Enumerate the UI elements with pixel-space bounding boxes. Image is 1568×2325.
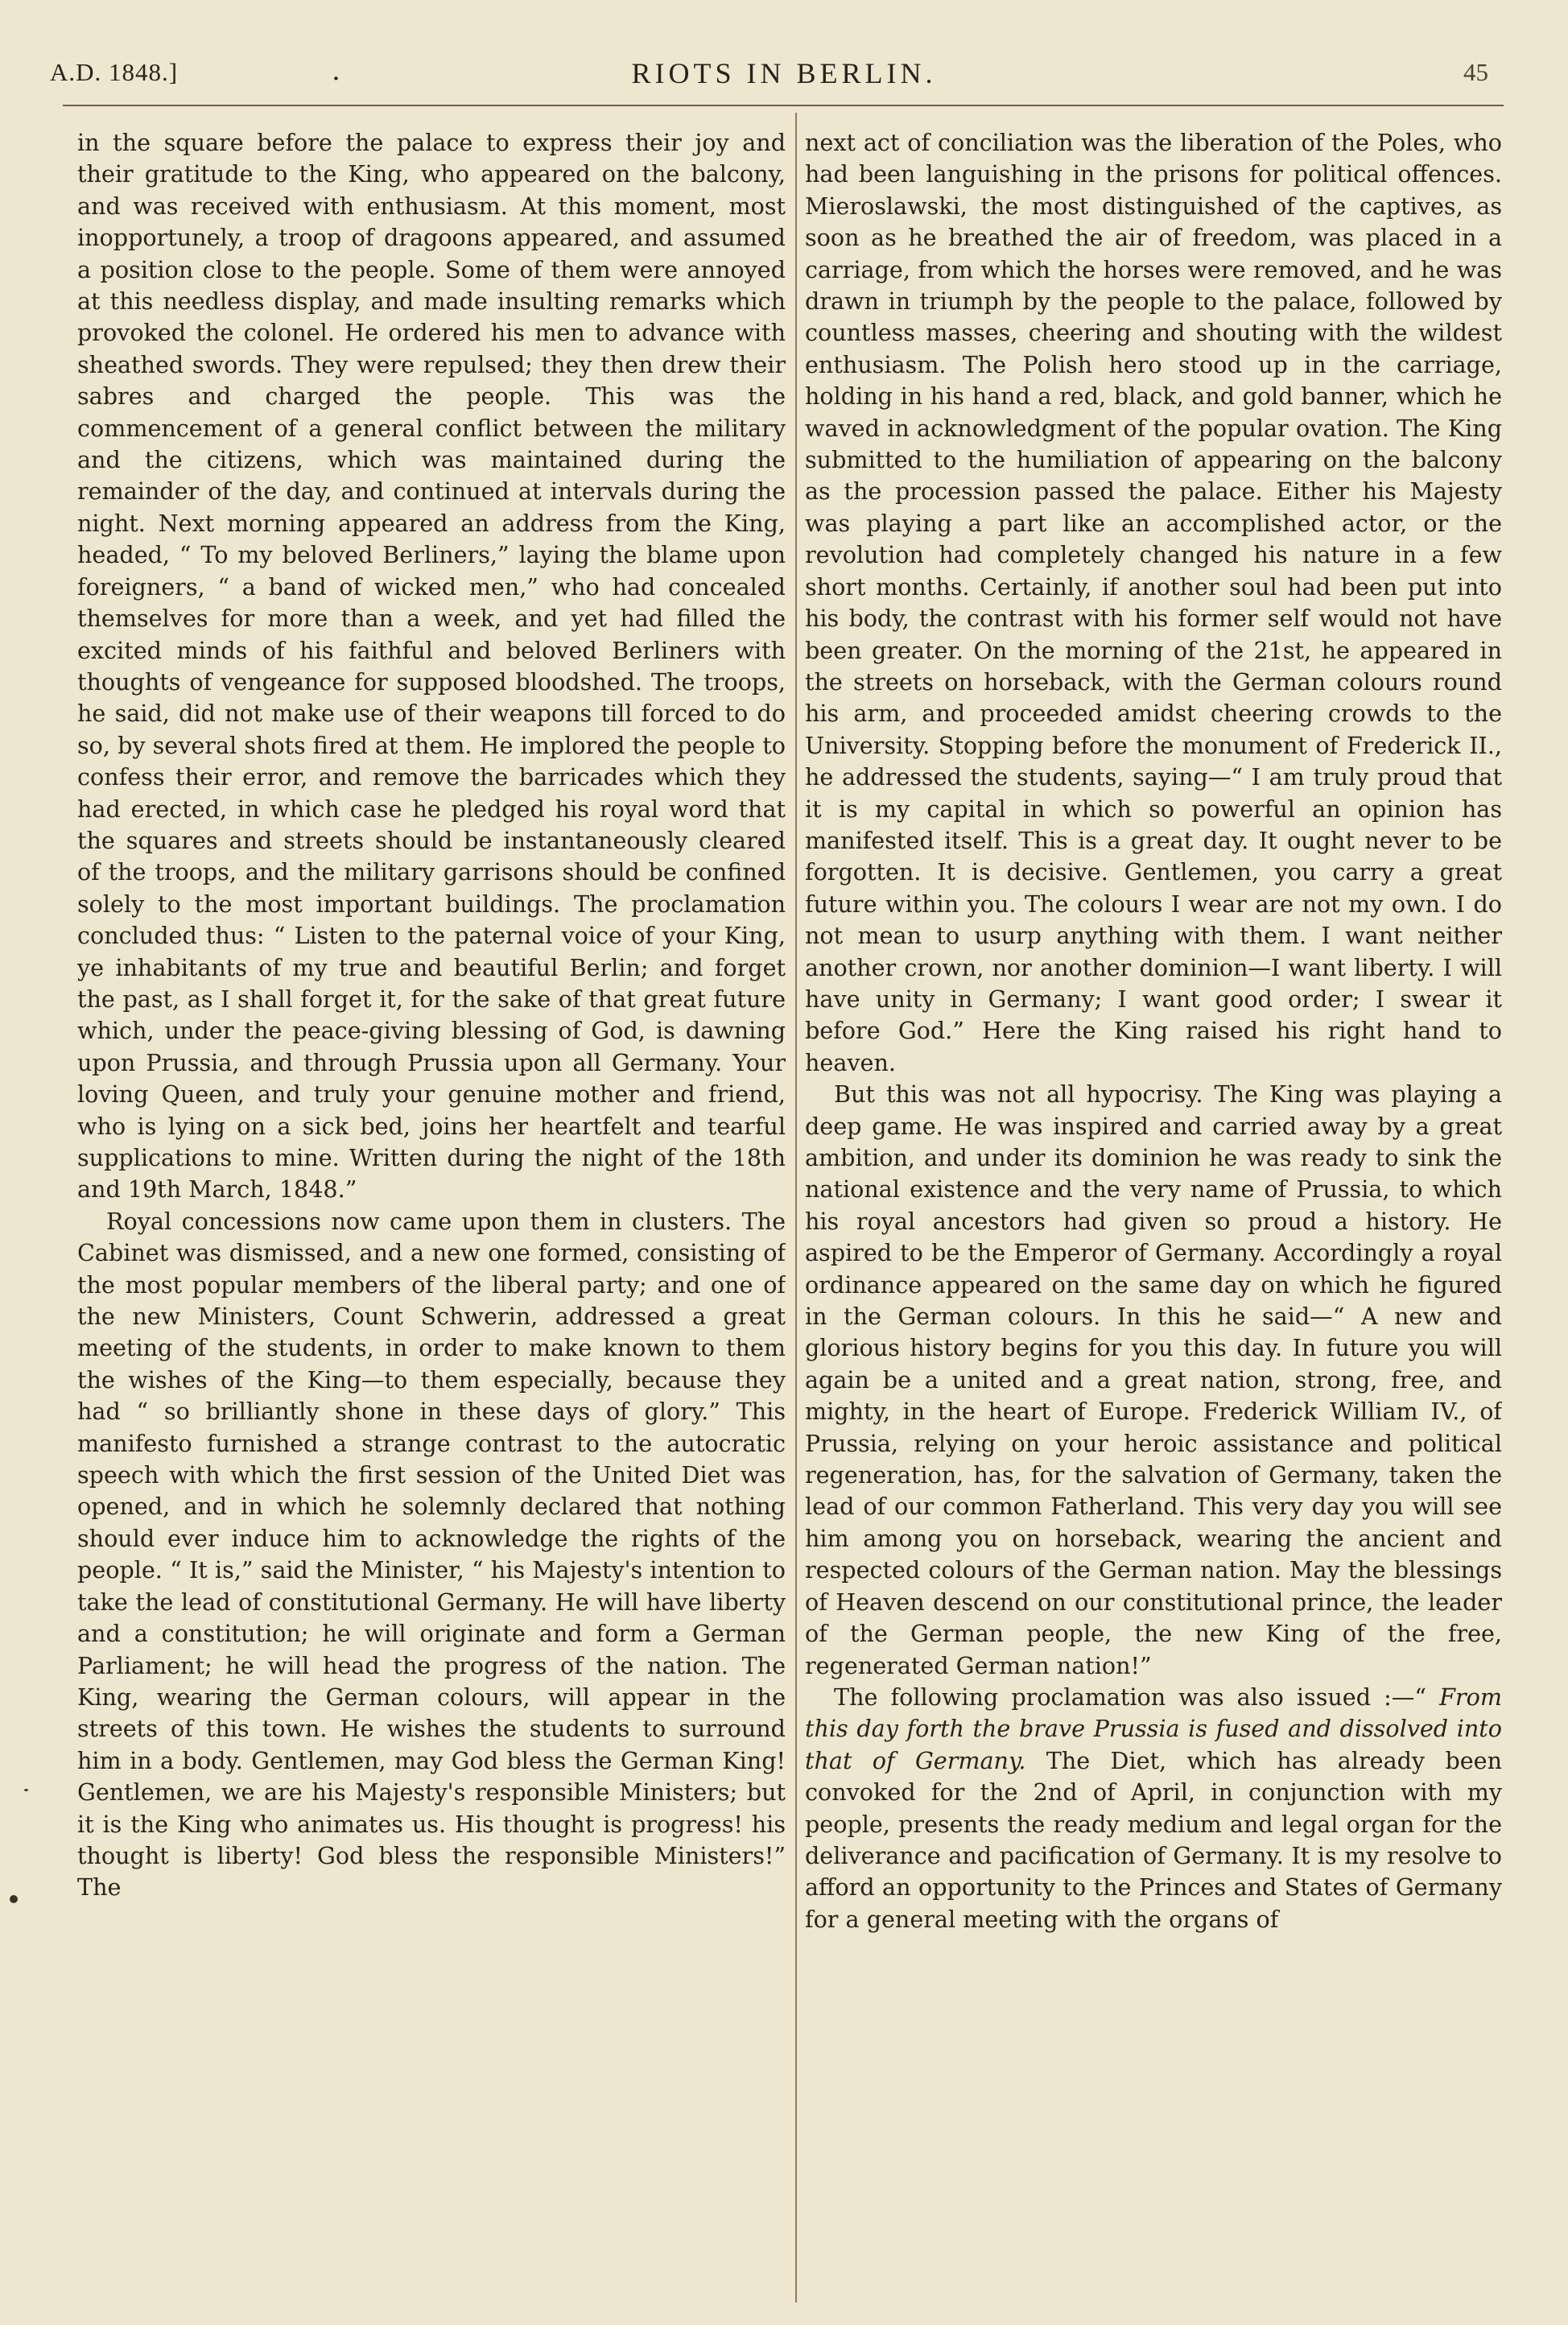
right-column bbox=[805, 127, 1502, 2275]
paragraph: But this was not all hypocrisy. The King was playing a deep game. He was inspired and carried away by a great ambition, and under its dominion he was ready to sink the national existence and the very name of Prussia, to which his royal ancestors had given so proud a history. He aspired to be the Emperor of Germany. Accordingly a royal ordinance appeared on the same day on which he figured in the German colours. In this he said—“ A new and glorious history begins for you this day. In future you will again be a united and a great nation, strong, free, and mighty, in the heart of Europe. Frederick William IV., of Prussia, relying on your heroic assistance and political regeneration, has, for the salvation of Germany, taken the lead of our common Fatherland. This very day you will see him among you on horseback, wearing the ancient and respected colours of the German nation. May the blessings of Heaven descend on our constitutional prince, the leader of the German people, the new King of the free, regenerated German nation!” bbox=[805, 1080, 1502, 1679]
paragraph bbox=[805, 1682, 1502, 1935]
paragraph-rest: The Diet, which has already been convoked for the 2nd of April, in conjunction with my people, presents the ready medium and legal organ for the deliverance and pacification of Germany. It is my resolve to afford an opportunity to the Princes and States of Germany for a general meeting with the organs of bbox=[805, 1746, 1502, 1933]
paragraph-lead: The following proclamation was also issued :—“ bbox=[834, 1683, 1440, 1711]
ink-spot bbox=[24, 1789, 28, 1791]
paragraph-italic-quote: From this day forth the brave Prussia is fused and dissolved into that of Germany. bbox=[805, 1683, 1502, 1774]
paragraph: Royal concessions now came upon them in clusters. The Cabinet was dismissed, and a new one formed, consisting of the most popular members of the liberal party; and one of the new Ministers, Count Schwerin, addressed a great meeting of the students, in order to make known to them the wishes of the King—to them especially, because they had “ so brilliantly shone in these days of glory.” This manifesto furnished a strange contrast to the autocratic speech with which the first session of the United Diet was opened, and in which he solemnly declared that nothing should ever induce him to acknowledge the rights of the people. “ It is,” said the Minister, “ his Majesty's intention to take the lead of constitutional Germany. He will have liberty and a constitution; he will originate and form a German Parliament; he will head the progress of the nation. The King, wearing the German colours, will appear in the streets of this town. He wishes the students to surround him in a body. Gentlemen, may God bless the German King! Gentlemen, we are his Majesty's responsible Ministers; but it is the King who animates us. His thought is progress! his thought is liberty! God bless the responsible Ministers!” The bbox=[77, 1207, 786, 1902]
ink-spot bbox=[10, 1895, 18, 1903]
paragraph: in the square before the palace to express their joy and their gratitude to the King, who appeared on the balcony, and was received with enthusiasm. At this moment, most inopportunely, a troop of dragoons appeared, and assumed a position close to the people. Some of them were annoyed at this needless display, and made insulting remarks which provoked the colonel. He ordered his men to advance with sheathed swords. They were repulsed; they then drew their sabres and charged the people. This was the commencement of a general conflict between the military and the citizens, which was maintained during the remainder of the day, and continued at intervals during the night. Next morning appeared an address from the King, headed, “ To my beloved Berliners,” laying the blame upon foreigners, “ a band of wicked men,” who had concealed themselves for more than a week, and yet had filled the excited minds of his faithful and beloved Berliners with thoughts of vengeance for supposed bloodshed. The troops, he said, did not make use of their weapons till forced to do so, by several shots fired at them. He implored the people to confess their error, and remove the barricades which they had erected, in which case he pledged his royal word that the squares and streets should be instantaneously cleared of the troops, and the military garrisons should be confined solely to the most important buildings. The proclamation concluded thus: “ Listen to the paternal voice of your King, ye inhabitants of my true and beautiful Berlin; and forget the past, as I shall forget it, for the sake of that great future which, under the peace-giving blessing of God, is dawning upon Prussia, and through Prussia upon all Germany. Your loving Queen, and truly your genuine mother and friend, who is lying on a sick bed, joins her heartfelt and tearful supplications to mine. Written during the night of the 18th and 19th March, 1848.” bbox=[77, 129, 786, 1204]
column-divider bbox=[795, 113, 797, 2302]
running-head-title: RIOTS IN BERLIN. bbox=[631, 57, 937, 89]
paragraph: next act of conciliation was the liberation of the Poles, who had been languishing in the prisons for political offences. Mieroslawski, the most distinguished of the captives, as soon as he breathed the air of freedom, was placed in a carriage, from which the horses were removed, and he was drawn in triumph by the people to the palace, followed by countless masses, cheering and shouting with the wildest enthusiasm. The Polish hero stood up in the carriage, holding in his hand a red, black, and gold banner, which he waved in acknowledgment of the popular ovation. The King submitted to the humiliation of appearing on the balcony as the procession passed the palace. Either his Majesty was playing a part like an accomplished actor, or the revolution had completely changed his nature in a few short months. Certainly, if another soul had been put into his body, the contrast with his former self would not have been greater. On the morning of the 21st, he appeared in the streets on horseback, with the German colours round his arm, and proceeded amidst cheering crowds to the University. Stopping before the monument of Frederick II., he addressed the students, saying—“ I am truly proud that it is my capital in which so powerful an opinion has manifested itself. This is a great day. It ought never to be forgotten. It is decisive. Gentlemen, you carry a great future within you. The colours I wear are not my own. I do not mean to usurp anything with them. I want neither another crown, nor another dominion—I want liberty. I will have unity in Germany; I want good order; I swear it before God.” Here the King raised his right hand to heaven. bbox=[805, 129, 1502, 1076]
running-head-rule bbox=[63, 105, 1504, 106]
running-head-date: A.D. 1848.] bbox=[50, 58, 179, 86]
running-head bbox=[0, 0, 1568, 113]
page-number: 45 bbox=[1463, 58, 1488, 86]
left-column bbox=[77, 127, 786, 2275]
running-head-separator: . bbox=[332, 55, 340, 87]
